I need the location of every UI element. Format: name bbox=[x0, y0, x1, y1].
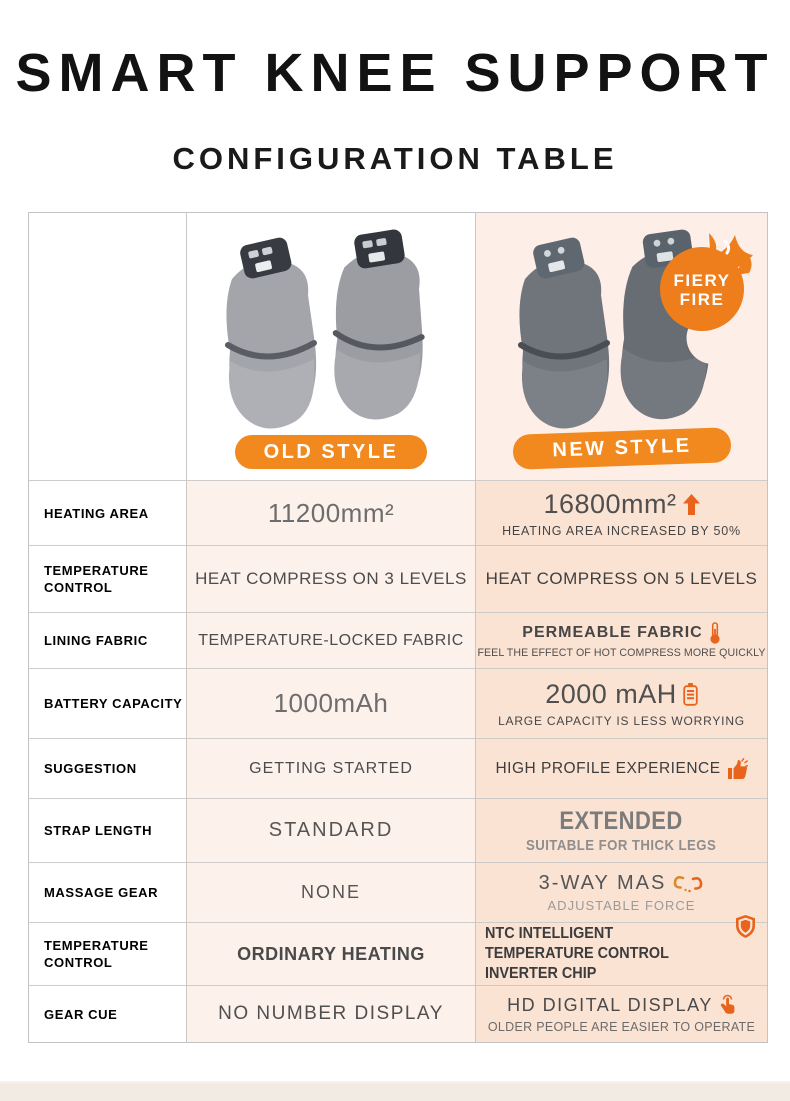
new-value: HEAT COMPRESS ON 5 LEVELS bbox=[485, 569, 758, 588]
new-value: 2000 mAH bbox=[545, 679, 677, 709]
page-subtitle: CONFIGURATION TABLE bbox=[172, 141, 618, 176]
page-title: SMART KNEE SUPPORT bbox=[15, 43, 775, 103]
old-value: NONE bbox=[300, 882, 361, 902]
new-value-note: OLDER PEOPLE ARE EASIER TO OPERATE bbox=[487, 1020, 756, 1034]
thermometer-icon bbox=[709, 622, 721, 644]
fiery-badge-line2: FIRE bbox=[679, 290, 725, 309]
new-value: EXTENDED bbox=[559, 807, 684, 835]
new-style-header-cell bbox=[476, 213, 767, 480]
feature-label: HEATING AREA bbox=[44, 505, 149, 521]
old-value: NO NUMBER DISPLAY bbox=[218, 1003, 444, 1024]
feature-label: LINING FABRIC bbox=[44, 633, 148, 648]
old-value: 11200mm² bbox=[267, 497, 395, 528]
battery-icon bbox=[683, 683, 698, 706]
new-value: 3-WAY MAS bbox=[538, 872, 667, 894]
old-value: TEMPERATURE-LOCKED FABRIC bbox=[198, 631, 464, 649]
table-row bbox=[29, 612, 767, 668]
old-style-banner: OLD STYLE bbox=[235, 435, 427, 469]
new-value: HIGH PROFILE EXPERIENCE bbox=[495, 759, 721, 777]
new-value-note: FEEL THE EFFECT OF HOT COMPRESS MORE QUICKLY bbox=[477, 647, 766, 659]
old-value: STANDARD bbox=[268, 819, 394, 841]
new-value-note: SUITABLE FOR THICK LEGS bbox=[526, 837, 717, 854]
feature-label: TEMPERATURE CONTROL bbox=[44, 938, 149, 970]
new-value: 16800mm² bbox=[543, 488, 677, 519]
table-row bbox=[29, 922, 767, 985]
increase-arrow-icon bbox=[683, 494, 700, 515]
feature-label: GEAR CUE bbox=[44, 1006, 118, 1022]
table-row bbox=[29, 798, 767, 862]
old-value: ORDINARY HEATING bbox=[237, 943, 425, 964]
new-style-banner: NEW STYLE bbox=[512, 427, 731, 470]
old-style-header-cell bbox=[186, 213, 476, 480]
bottom-decor-strip bbox=[0, 1081, 790, 1101]
tap-hand-icon bbox=[719, 994, 736, 1016]
feature-label: MASSAGE GEAR bbox=[44, 885, 159, 900]
old-value: 1000mAh bbox=[273, 688, 389, 718]
old-value: GETTING STARTED bbox=[249, 759, 413, 777]
new-value-note: LARGE CAPACITY IS LESS WORRYING bbox=[498, 714, 745, 728]
table-header-row bbox=[29, 213, 767, 480]
new-value-note: HEATING AREA INCREASED BY 50% bbox=[502, 523, 741, 538]
shield-icon bbox=[736, 915, 755, 938]
feature-label: TEMPERATURE CONTROL bbox=[44, 563, 149, 595]
table-row bbox=[29, 862, 767, 922]
feature-label: SUGGESTION bbox=[44, 761, 137, 776]
feature-label: STRAP LENGTH bbox=[44, 823, 153, 838]
fiery-fire-badge bbox=[651, 231, 763, 335]
header-empty-cell bbox=[29, 213, 186, 480]
old-value: HEAT COMPRESS ON 3 LEVELS bbox=[195, 569, 467, 588]
table-row bbox=[29, 738, 767, 798]
table-row bbox=[29, 545, 767, 612]
new-value: NTC INTELLIGENT TEMPERATURE CONTROL INVERTER CHIP bbox=[485, 925, 669, 982]
table-row bbox=[29, 480, 767, 545]
old-style-product-image bbox=[198, 227, 464, 439]
fiery-badge-line1: FIERY bbox=[673, 271, 731, 290]
table-row bbox=[29, 668, 767, 738]
table-row bbox=[29, 985, 767, 1042]
massage-hands-icon bbox=[672, 874, 704, 893]
configuration-table bbox=[28, 212, 768, 1043]
feature-label: BATTERY CAPACITY bbox=[44, 696, 183, 711]
new-value: HD DIGITAL DISPLAY bbox=[507, 994, 713, 1015]
new-value: PERMEABLE FABRIC bbox=[522, 624, 703, 641]
thumbs-up-icon bbox=[727, 758, 748, 780]
new-value-note: ADJUSTABLE FORCE bbox=[547, 898, 696, 913]
